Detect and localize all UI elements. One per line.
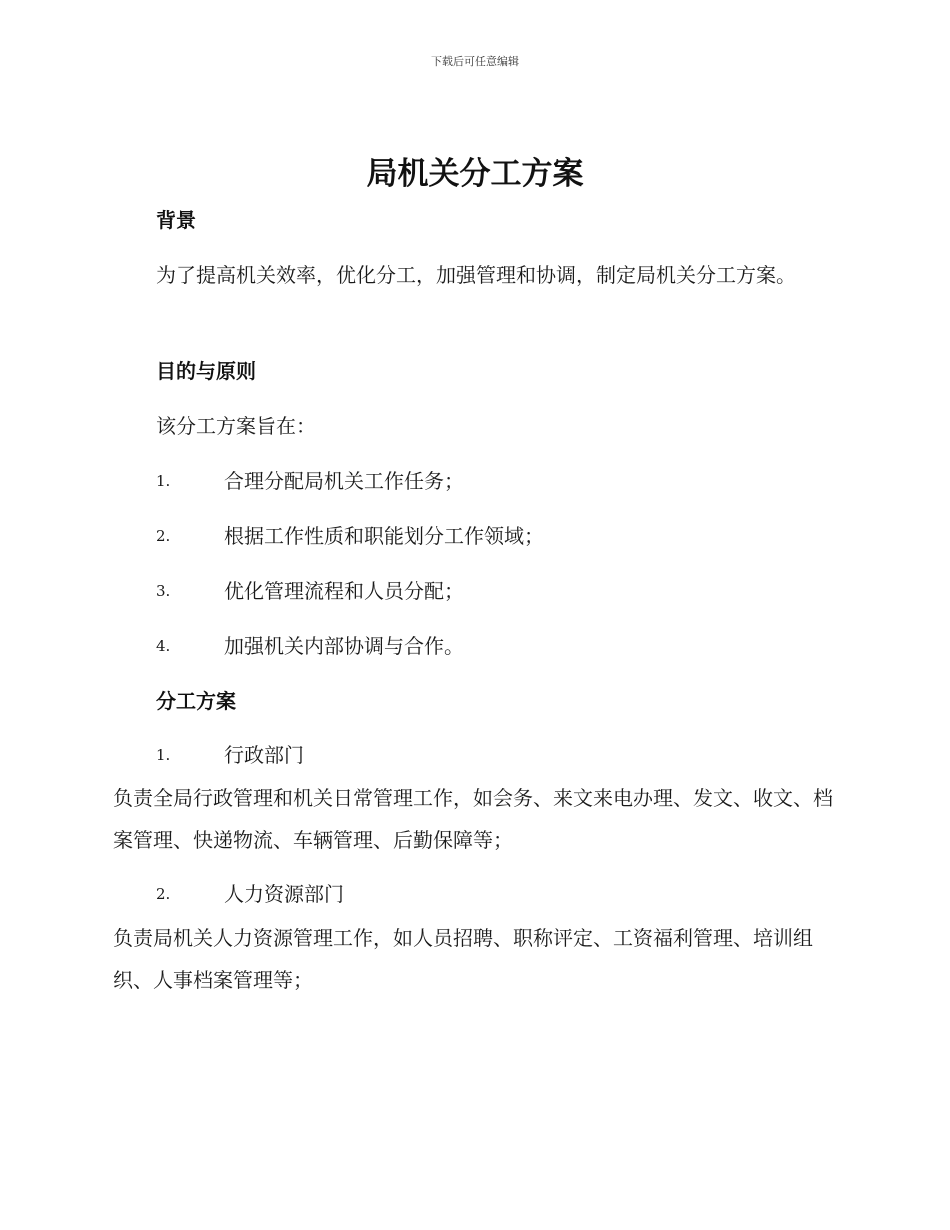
list-item-text: 合理分配局机关工作任务； bbox=[224, 469, 464, 493]
department-number: 2. bbox=[156, 885, 171, 903]
list-item-number: 3. bbox=[156, 582, 171, 600]
list-item-number: 1. bbox=[156, 472, 171, 490]
list-item-text: 优化管理流程和人员分配； bbox=[224, 579, 464, 603]
section-heading-purpose: 目的与原则 bbox=[156, 359, 256, 383]
department-description: 负责局机关人力资源管理工作，如人员招聘、职称评定、工资福利管理、培训组织、人事档案管理等； bbox=[113, 926, 813, 992]
department-name: 人力资源部门 bbox=[224, 882, 344, 906]
department-description: 负责全局行政管理和机关日常管理工作，如会务、来文来电办理、发文、收文、档案管理、快递物流、车辆管理、后勤保障等； bbox=[113, 786, 833, 852]
list-item-text: 加强机关内部协调与合作。 bbox=[224, 634, 464, 658]
department-number: 1. bbox=[156, 746, 171, 764]
list-item-number: 2. bbox=[156, 527, 171, 545]
section-heading-background: 背景 bbox=[156, 208, 196, 232]
background-paragraph: 为了提高机关效率，优化分工，加强管理和协调，制定局机关分工方案。 bbox=[156, 263, 796, 287]
header-note: 下载后可任意编辑 bbox=[431, 55, 519, 68]
document-title: 局机关分工方案 bbox=[366, 156, 584, 192]
list-item-text: 根据工作性质和职能划分工作领域； bbox=[224, 524, 544, 548]
department-name: 行政部门 bbox=[224, 743, 304, 767]
purpose-intro: 该分工方案旨在： bbox=[156, 414, 316, 438]
section-heading-division: 分工方案 bbox=[156, 689, 236, 713]
list-item-number: 4. bbox=[156, 637, 171, 655]
